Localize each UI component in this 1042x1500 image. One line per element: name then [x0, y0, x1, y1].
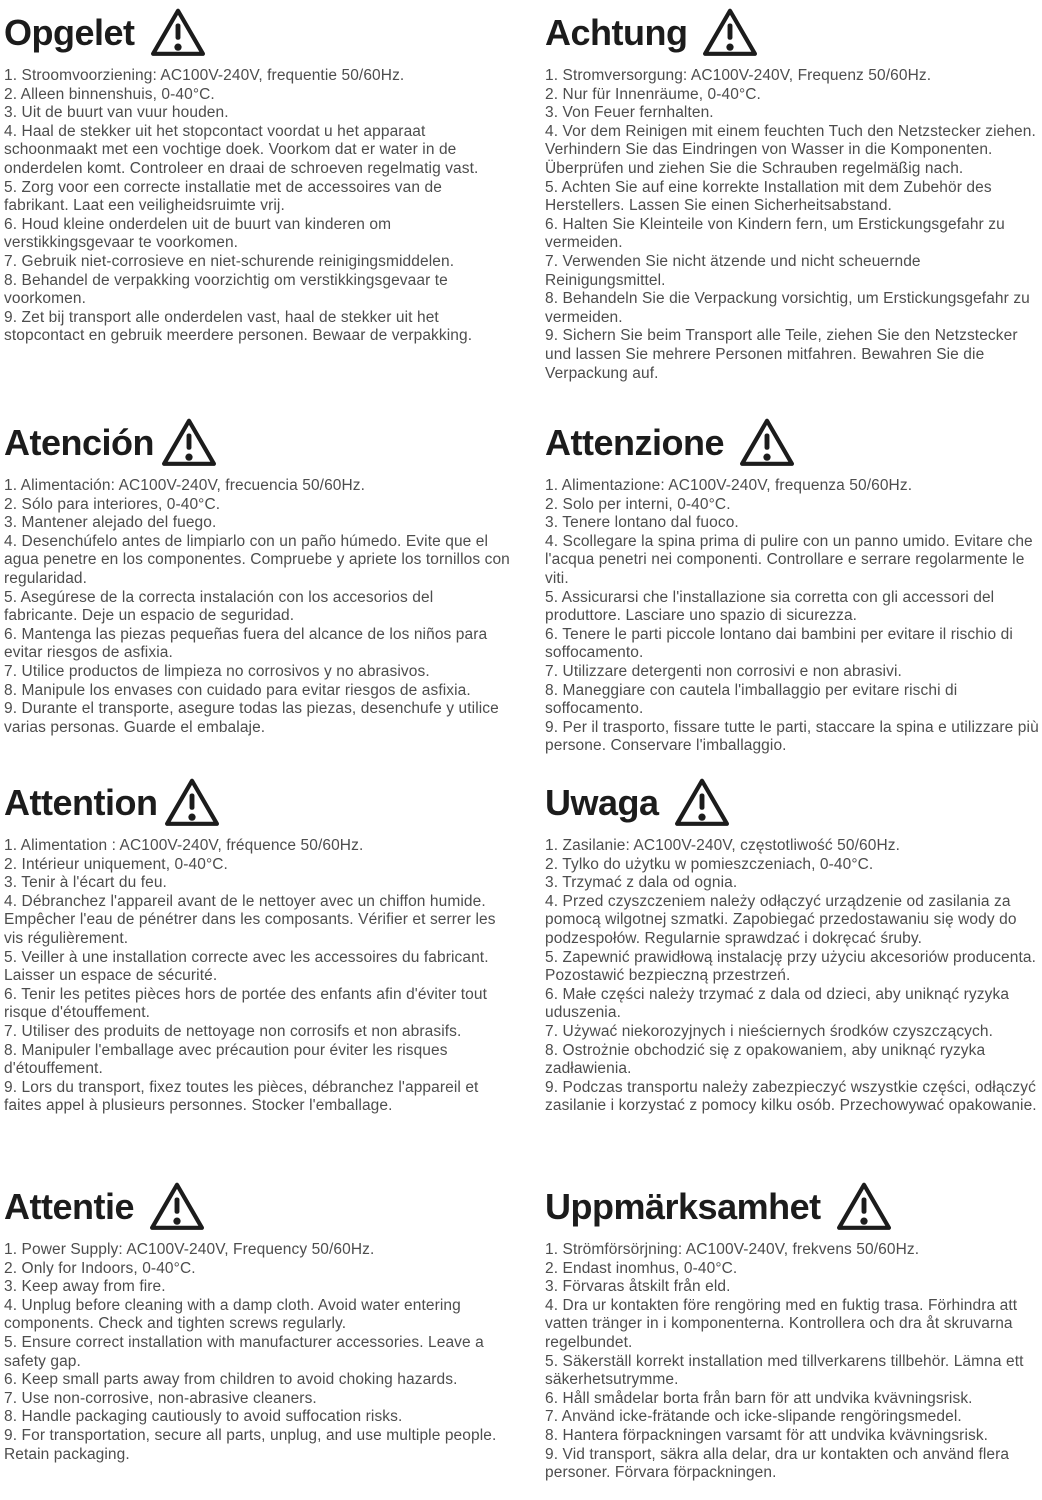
instruction-item: 6. Tenere le parti piccole lontano dai bambini per evitare il rischio di soffocamento. [545, 625, 1013, 662]
instruction-item: 4. Débranchez l'appareil avant de le nettoyer avec un chiffon humide. Empêcher l'eau de pénétrer dans les composants. Vérifier et serrer les vis régulièrement. [4, 892, 496, 947]
instruction-item: 2. Tylko do użytku w pomieszczeniach, 0-40°C. [545, 855, 874, 873]
section-header [545, 1180, 1042, 1233]
instruction-item: 6. Keep small parts away from children to avoid choking hazards. [4, 1371, 458, 1389]
instruction-item: 5. Säkerställ korrekt installation med tillverkarens tillbehör. Lämna ett säkerhetsutrymme. [545, 1352, 1024, 1389]
warning-triangle-icon [673, 776, 731, 829]
instruction-item: 4. Przed czyszczeniem należy odłączyć urządzenie od zasilania za pomocą wilgotnej szmatki. Zapobiegać przedostawaniu się wody do podzespołów. Regularnie sprawdzać i dokręcać śruby. [545, 892, 1017, 947]
instruction-item: 9. Sichern Sie beim Transport alle Teile, ziehen Sie den Netzstecker und lassen Sie mehrere Personen mitfahren. Bewahren Sie die Verpackung auf. [545, 327, 1018, 382]
instruction-list [545, 477, 1042, 756]
instruction-item: 6. Håll smådelar borta från barn för att undvika kvävningsrisk. [545, 1389, 973, 1407]
instruction-item: 5. Asegúrese de la correcta instalación con los accesorios del fabricante. Deje un espacio de seguridad. [4, 588, 434, 625]
instruction-item: 6. Houd kleine onderdelen uit de buurt van kinderen om verstikkingsgevaar te voorkomen. [4, 215, 392, 252]
warning-triangle-icon [160, 416, 218, 469]
instruction-item: 8. Behandel de verpakking voorzichtig om verstikkingsgevaar te voorkomen. [4, 271, 448, 308]
instruction-item: 1. Power Supply: AC100V-240V, Frequency 50/60Hz. [4, 1241, 375, 1258]
warning-triangle-icon [701, 6, 759, 59]
instruction-item: 7. Utiliser des produits de nettoyage non corrosifs et non abrasifs. [4, 1022, 462, 1040]
instruction-list [4, 67, 510, 346]
section-title: Opgelet [4, 11, 135, 53]
instruction-item: 1. Stromversorgung: AC100V-240V, Frequenz 50/60Hz. [545, 67, 932, 84]
instruction-item: 3. Keep away from fire. [4, 1278, 166, 1296]
warning-triangle-icon [835, 1180, 893, 1233]
instruction-item: 6. Małe części należy trzymać z dala od dzieci, aby uniknąć ryzyka uduszenia. [545, 985, 1010, 1022]
instruction-item: 1. Zasilanie: AC100V-240V, częstotliwość 50/60Hz. [545, 837, 900, 854]
section-header [4, 6, 510, 59]
instruction-list [4, 477, 510, 737]
warning-triangle-icon [149, 6, 207, 59]
instruction-item: 2. Endast inomhus, 0-40°C. [545, 1259, 738, 1277]
instruction-item: 4. Desenchúfelo antes de limpiarlo con un paño húmedo. Evite que el agua penetre en los componentes. Compruebe y apriete los tornillos con regularidad. [4, 532, 510, 587]
instruction-item: 7. Używać niekorozyjnych i nieściernych środków czyszczących. [545, 1022, 994, 1040]
instruction-item: 2. Sólo para interiores, 0-40°C. [4, 495, 221, 513]
section-header [4, 1180, 510, 1233]
instruction-item: 9. Vid transport, säkra alla delar, dra ur kontakten och använd flera personer. Förvara förpackningen. [545, 1445, 1010, 1482]
instruction-item: 3. Tenere lontano dal fuoco. [545, 514, 739, 532]
instruction-item: 7. Verwenden Sie nicht ätzende und nicht scheuernde Reinigungsmittel. [545, 252, 921, 289]
instruction-list [545, 1241, 1042, 1483]
instruction-item: 1. Alimentación: AC100V-240V, frecuencia 50/60Hz. [4, 477, 366, 494]
instruction-item: 3. Uit de buurt van vuur houden. [4, 104, 229, 122]
instruction-item: 1. Alimentation : AC100V-240V, fréquence 50/60Hz. [4, 837, 364, 854]
section-title: Attentie [4, 1185, 134, 1227]
instruction-item: 8. Manipuler l'emballage avec précaution pour éviter les risques d'étouffement. [4, 1041, 448, 1078]
section-german [545, 6, 1042, 383]
instruction-item: 7. Utilizzare detergenti non corrosivi e non abrasivi. [545, 662, 902, 680]
instruction-item: 2. Solo per interni, 0-40°C. [545, 495, 731, 513]
section-header [545, 416, 1042, 469]
section-swedish [545, 1180, 1042, 1483]
instruction-item: 4. Scollegare la spina prima di pulire con un panno umido. Evitare che l'acqua penetri nei componenti. Controllare e serrare regolarmente le viti. [545, 532, 1033, 587]
instruction-item: 5. Zorg voor een correcte installatie met de accessoires van de fabrikant. Laat een veiligheidsruimte vrij. [4, 178, 442, 215]
instruction-item: 3. Förvaras åtskilt från eld. [545, 1278, 731, 1296]
section-french [4, 776, 510, 1116]
instruction-item: 3. Trzymać z dala od ognia. [545, 874, 738, 892]
instruction-item: 8. Hantera förpackningen varsamt för att undvika kvävningsrisk. [545, 1426, 989, 1444]
instruction-item: 7. Använd icke-frätande och icke-slipande rengöringsmedel. [545, 1408, 962, 1426]
section-header [545, 776, 1042, 829]
instruction-item: 1. Strömförsörjning: AC100V-240V, frekvens 50/60Hz. [545, 1241, 920, 1258]
instruction-item: 9. Zet bij transport alle onderdelen vast, haal de stekker uit het stopcontact en gebruik meerdere personen. Bewaar de verpakking. [4, 308, 473, 345]
section-dutch [4, 6, 510, 346]
section-spanish [4, 416, 510, 737]
section-title: Attenzione [545, 421, 724, 463]
instruction-item: 5. Zapewnić prawidłową instalację przy użyciu akcesoriów producenta. Pozostawić bezpieczną przestrzeń. [545, 948, 1036, 985]
instruction-item: 2. Nur für Innenräume, 0-40°C. [545, 85, 761, 103]
instruction-item: 5. Ensure correct installation with manufacturer accessories. Leave a safety gap. [4, 1333, 484, 1370]
instruction-item: 4. Dra ur kontakten före rengöring med en fuktig trasa. Förhindra att vatten tränger in i komponenterna. Kontrollera och dra åt skruvarna regelbundet. [545, 1296, 1018, 1351]
instruction-item: 7. Use non-corrosive, non-abrasive cleaners. [4, 1389, 317, 1407]
instruction-item: 1. Stroomvoorziening: AC100V-240V, frequentie 50/60Hz. [4, 67, 405, 84]
section-header [545, 6, 1042, 59]
section-header [4, 776, 510, 829]
instruction-item: 9. For transportation, secure all parts, unplug, and use multiple people. Retain packaging. [4, 1426, 497, 1463]
instruction-list [4, 837, 510, 1116]
instruction-item: 3. Von Feuer fernhalten. [545, 104, 714, 122]
section-english [4, 1180, 510, 1464]
instruction-list [4, 1241, 510, 1464]
instruction-item: 8. Manipule los envases con cuidado para evitar riesgos de asfixia. [4, 681, 471, 699]
section-header [4, 416, 510, 469]
instruction-list [545, 67, 1042, 383]
instruction-item: 9. Lors du transport, fixez toutes les pièces, débranchez l'appareil et faites appel à plusieurs personnes. Stocker l'emballage. [4, 1078, 479, 1115]
instruction-item: 8. Maneggiare con cautela l'imballaggio per evitare rischi di soffocamento. [545, 681, 958, 718]
section-title: Uppmärksamhet [545, 1185, 821, 1227]
section-polish [545, 776, 1042, 1116]
instruction-list [545, 837, 1042, 1116]
instruction-item: 8. Ostrożnie obchodzić się z opakowaniem, aby uniknąć ryzyka zadławienia. [545, 1041, 986, 1078]
instruction-item: 3. Tenir à l'écart du feu. [4, 874, 167, 892]
instruction-item: 8. Handle packaging cautiously to avoid suffocation risks. [4, 1408, 403, 1426]
section-title: Atención [4, 421, 155, 463]
instruction-item: 4. Haal de stekker uit het stopcontact voordat u het apparaat schoonmaakt met een vochtige doek. Voorkom dat er water in de onderdelen komt. Controleer en draai de schroeven regelmatig vast. [4, 122, 479, 177]
instruction-item: 2. Only for Indoors, 0-40°C. [4, 1259, 196, 1277]
warning-triangle-icon [148, 1180, 206, 1233]
instruction-item: 9. Durante el transporte, asegure todas las piezas, desenchufe y utilice varias personas. Guarde el embalaje. [4, 700, 499, 736]
instruction-item: 2. Alleen binnenshuis, 0-40°C. [4, 85, 215, 103]
instruction-item: 4. Vor dem Reinigen mit einem feuchten Tuch den Netzstecker ziehen. Verhindern Sie das Eindringen von Wasser in die Komponenten. Überprüfen und ziehen Sie die Schrauben regelmäßig nach. [545, 122, 1036, 177]
instruction-item: 5. Achten Sie auf eine korrekte Installation mit dem Zubehör des Herstellers. Lassen Sie einen Sicherheitsabstand. [545, 178, 992, 215]
instruction-item: 1. Alimentazione: AC100V-240V, frequenza 50/60Hz. [545, 477, 913, 494]
section-title: Achtung [545, 11, 688, 53]
instruction-item: 6. Halten Sie Kleinteile von Kindern fern, um Erstickungsgefahr zu vermeiden. [545, 215, 1005, 252]
instruction-item: 8. Behandeln Sie die Verpackung vorsichtig, um Erstickungsgefahr zu vermeiden. [545, 290, 1030, 326]
instruction-item: 6. Mantenga las piezas pequeñas fuera del alcance de los niños para evitar riesgos de asfixia. [4, 625, 488, 662]
instruction-item: 7. Gebruik niet-corrosieve en niet-schurende reinigingsmiddelen. [4, 252, 455, 270]
instruction-item: 5. Assicurarsi che l'installazione sia corretta con gli accessori del produttore. Lasciare uno spazio di sicurezza. [545, 588, 995, 625]
instruction-item: 6. Tenir les petites pièces hors de portée des enfants afin d'éviter tout risque d'étouffement. [4, 985, 488, 1022]
section-title: Uwaga [545, 781, 659, 823]
instruction-item: 5. Veiller à une installation correcte avec les accessoires du fabricant. Laisser un espace de sécurité. [4, 948, 489, 985]
warning-triangle-icon [163, 776, 221, 829]
warning-triangle-icon [738, 416, 796, 469]
instruction-item: 4. Unplug before cleaning with a damp cloth. Avoid water entering components. Check and tighten screws regularly. [4, 1296, 461, 1333]
section-title: Attention [4, 781, 158, 823]
instruction-item: 3. Mantener alejado del fuego. [4, 514, 217, 532]
instruction-item: 7. Utilice productos de limpieza no corrosivos y no abrasivos. [4, 662, 430, 680]
instruction-item: 9. Podczas transportu należy zabezpieczyć wszystkie części, odłączyć zasilanie i korzystać z pomocy kilku osób. Przechowywać opakowanie. [545, 1078, 1037, 1115]
instruction-item: 9. Per il trasporto, fissare tutte le parti, staccare la spina e utilizzare più persone. Conservare l'imballaggio. [545, 718, 1039, 755]
instruction-item: 2. Intérieur uniquement, 0-40°C. [4, 855, 228, 873]
section-italian [545, 416, 1042, 756]
